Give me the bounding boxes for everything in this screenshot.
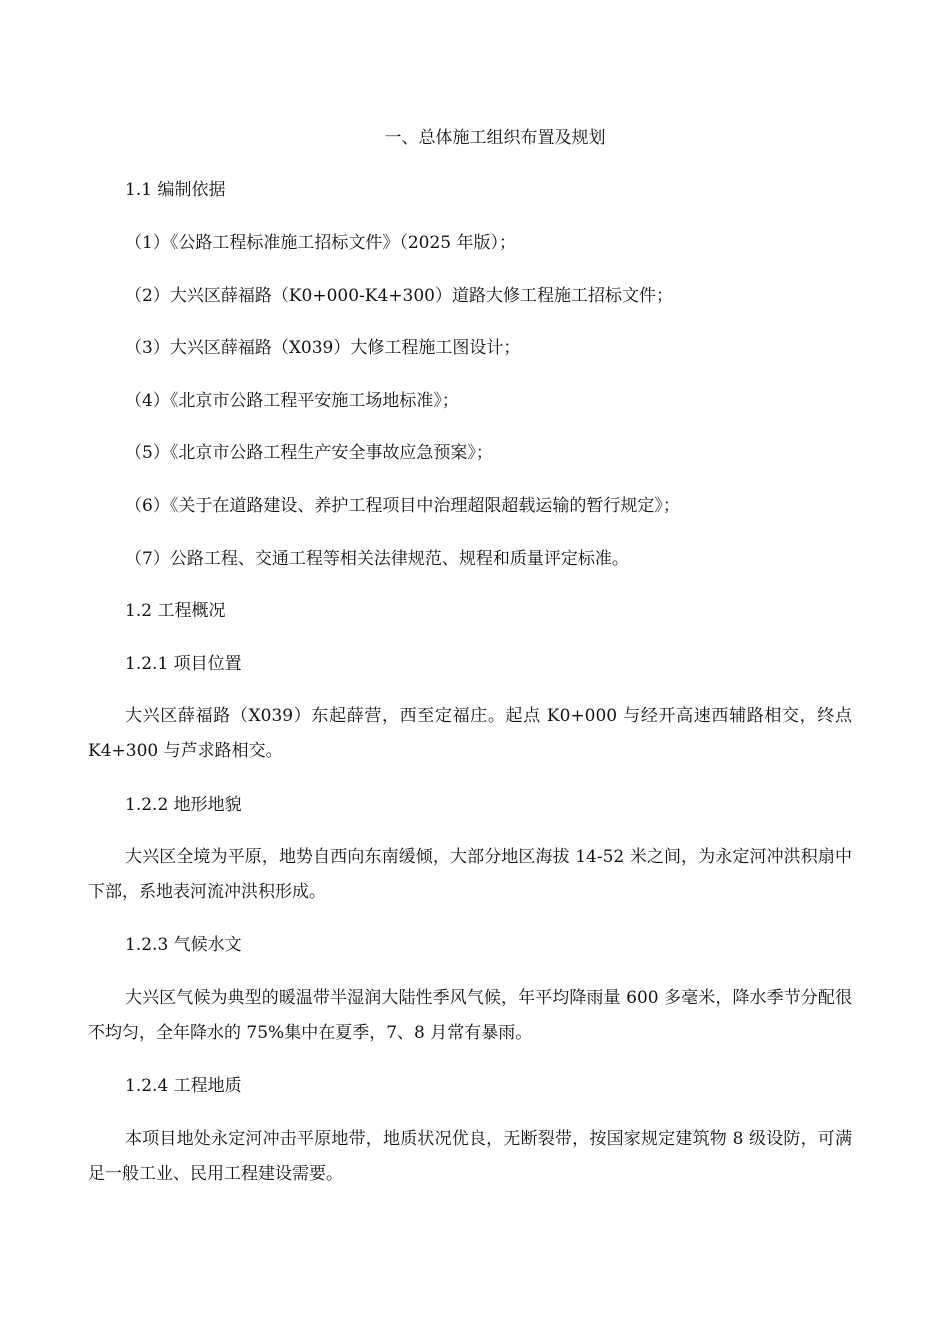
basis-item-2: （2）大兴区薛福路（K0+000-K4+300）道路大修工程施工招标文件； xyxy=(125,286,673,306)
section-heading-1-2-4: 1.2.4 工程地质 xyxy=(125,1076,242,1096)
document-title: 一、总体施工组织布置及规划 xyxy=(384,128,606,148)
basis-item-1: （1）《公路工程标准施工招标文件》（2025 年版）； xyxy=(125,233,516,253)
paragraph-geology: 本项目地处永定河冲击平原地带，地质状况优良，无断裂带，按国家规定建筑物 8 级设防，可满足一般工业、民用工程建设需要。 xyxy=(88,1129,852,1184)
section-heading-1-1: 1.1 编制依据 xyxy=(125,180,226,200)
paragraph-climate: 大兴区气候为典型的暖温带半湿润大陆性季风气候，年平均降雨量 600 多毫米，降水季节分配很不均匀，全年降水的 75%集中在夏季，7、8 月常有暴雨。 xyxy=(88,988,852,1043)
section-heading-1-2: 1.2 工程概况 xyxy=(125,601,226,621)
basis-item-4: （4）《北京市公路工程平安施工场地标准》； xyxy=(125,391,459,411)
paragraph-location: 大兴区薛福路（X039）东起薛营，西至定福庄。起点 K0+000 与经开高速西辅路相交，终点 K4+300 与芦求路相交。 xyxy=(88,706,852,761)
paragraph-terrain: 大兴区全境为平原，地势自西向东南缓倾，大部分地区海拔 14-52 米之间，为永定河冲洪积扇中下部，系地表河流冲洪积形成。 xyxy=(88,847,852,902)
basis-item-3: （3）大兴区薛福路（X039）大修工程施工图设计； xyxy=(125,338,521,358)
section-heading-1-2-2: 1.2.2 地形地貌 xyxy=(125,795,242,815)
basis-item-5: （5）《北京市公路工程生产安全事故应急预案》； xyxy=(125,443,493,463)
section-heading-1-2-3: 1.2.3 气候水文 xyxy=(125,935,242,955)
basis-item-6: （6）《关于在道路建设、养护工程项目中治理超限超载运输的暂行规定》； xyxy=(125,496,680,516)
basis-item-7: （7）公路工程、交通工程等相关法律规范、规程和质量评定标准。 xyxy=(125,549,629,569)
section-heading-1-2-1: 1.2.1 项目位置 xyxy=(125,654,242,674)
